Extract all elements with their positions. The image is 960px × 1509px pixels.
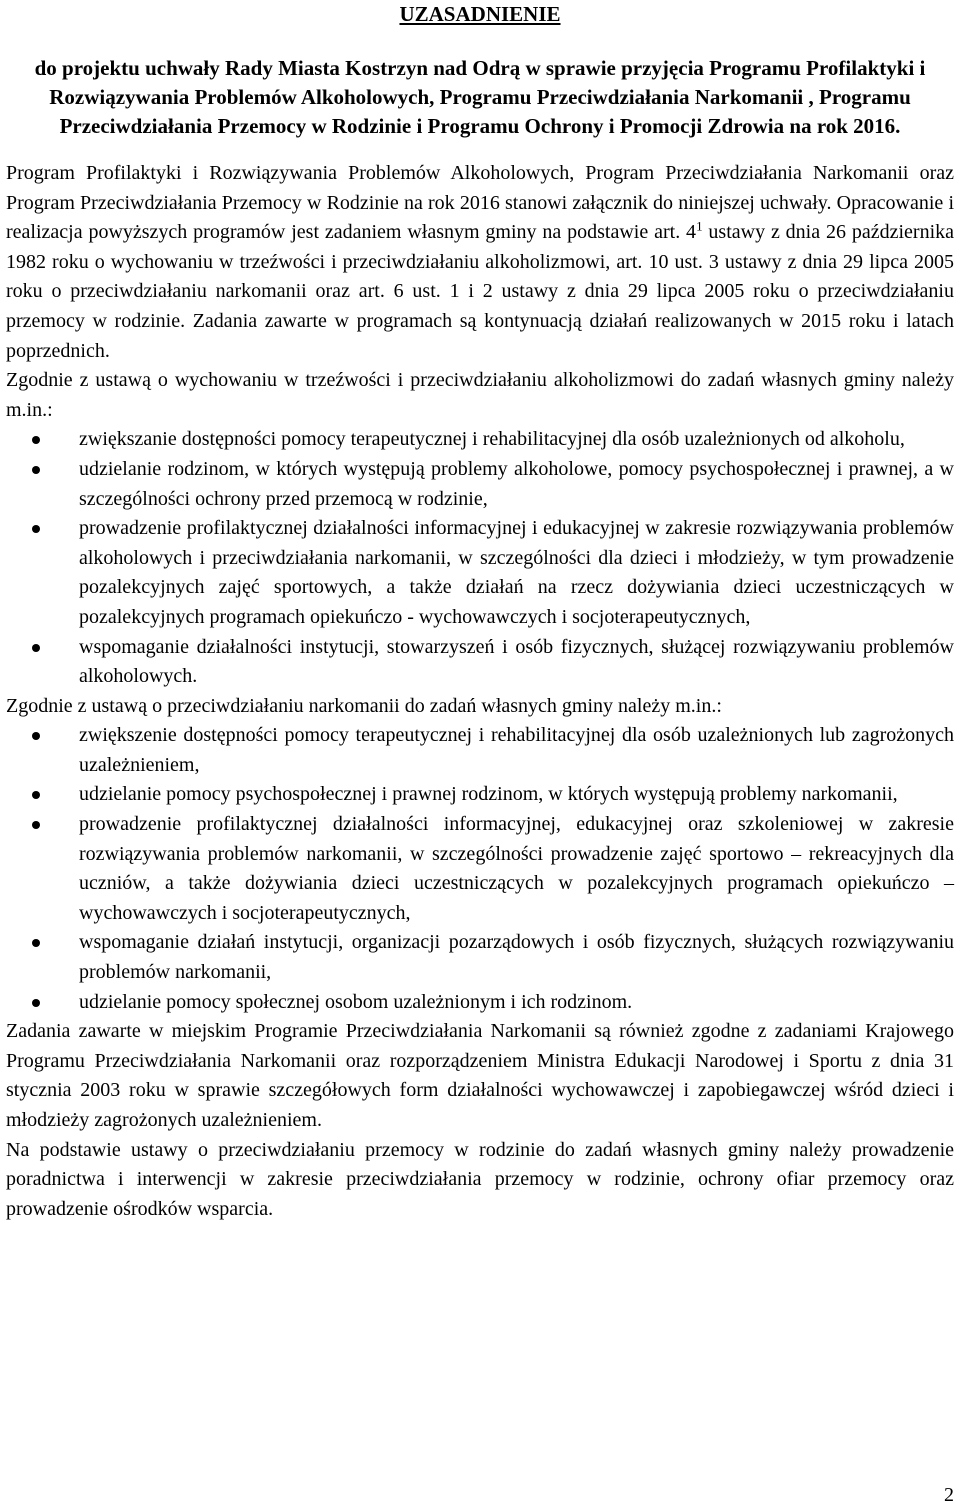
bullet-icon — [32, 999, 40, 1007]
document-subtitle: do projektu uchwały Rady Miasta Kostrzyn nad Odrą w sprawie przyjęcia Programu Profilaktyki i Rozwiązywania Problemów Alkoholowych, Programu Przeciwdziałania Narkomanii , Programu Przeciwdziałania Przemocy w Rodzinie i Programu Ochrony i Promocji Zdrowia na rok 2016. — [34, 56, 926, 138]
list-item — [6, 988, 954, 1018]
bullet-icon — [32, 525, 40, 533]
list-item — [6, 425, 954, 455]
intro-text-2: ustawy z dnia 26 października 1982 roku o wychowaniu w trzeźwości i przeciwdziałaniu alkoholizmowi, art. 10 ust. 3 ustawy z dnia 29 lipca 2005 roku o przeciwdziałaniu narkomanii oraz art. 6 ust. 1 i 2 ustawy z dnia 29 lipca 2005 roku o przeciwdziałaniu przemocy w rodzinie. Zadania zawarte w programach są kontynuacją działań realizowanych w 2015 roku i latach poprzednich. — [6, 221, 954, 362]
list-item-text: udzielanie pomocy psychospołecznej i prawnej rodzinom, w których występują problemy narkomanii, — [79, 783, 898, 806]
bullet-icon — [32, 436, 40, 444]
list-item-text: wspomaganie działań instytucji, organizacji pozarządowych i osób fizycznych, służących rozwiązywaniu problemów narkomanii, — [79, 931, 954, 984]
list-item — [6, 514, 954, 632]
list-item-text: udzielanie rodzinom, w których występują problemy alkoholowe, pomocy psychospołecznej i prawnej, a w szczególności ochrony przed przemocą w rodzinie, — [79, 457, 954, 510]
list-item — [6, 780, 954, 810]
list-item-text: wspomaganie działalności instytucji, stowarzyszeń i osób fizycznych, służącej rozwiązywaniu problemów alkoholowych. — [79, 635, 954, 688]
list-item-text: zwiększenie dostępności pomocy terapeutycznej i rehabilitacyjnej dla osób uzależnionych lub zagrożonych uzależnieniem, — [79, 724, 954, 776]
intro-superscript: 1 — [696, 218, 703, 234]
document-heading: UZASADNIENIE — [399, 2, 561, 26]
bullet-icon — [32, 939, 40, 947]
list-item-text: prowadzenie profilaktycznej działalności informacyjnej i edukacyjnej w zakresie rozwiązywania problemów alkoholowych i przeciwdziałania narkomanii, w szczególności dla dzieci i młodzieży, w tym prowadzenie pozalekcyjnych zajęć sportowych, a także działań na rzecz dożywiania dzieci uczestniczących w pozalekcyjnych programach opiekuńczo - wychowawczych i socjoterapeutycznych, — [79, 517, 954, 628]
list-item — [6, 455, 954, 514]
bullet-icon — [32, 466, 40, 474]
list-item — [6, 633, 954, 692]
drugs-program-paragraph: Zadania zawarte w miejskim Programie Przeciwdziałania Narkomanii są również zgodne z zadaniami Krajowego Programu Przeciwdziałania Narkomanii oraz rozporządzeniem Ministra Edukacji Narodowej i Sportu z dnia 31 stycznia 2003 roku w sprawie szczegółowych form działalności wychowawczej i zapobiegawczej wśród dzieci i młodzieży zagrożonych uzależnieniem. — [6, 1020, 954, 1131]
bullet-icon — [32, 821, 40, 829]
document-page — [6, 0, 954, 1224]
intro-paragraph — [6, 159, 954, 366]
list-item-text: zwiększanie dostępności pomocy terapeutycznej i rehabilitacyjnej dla osób uzależnionych od alkoholu, — [79, 428, 905, 451]
drug-task-list — [6, 721, 954, 1017]
list-item-text: prowadzenie profilaktycznej działalności informacyjnej, edukacyjnej oraz szkoleniowej w zakresie rozwiązywania problemów narkomanii, w szczególności prowadzenie zajęć sportowo – rekreacyjnych dla uczniów, a także dożywiania dzieci uczestniczących w pozalekcyjnych programach opiekuńczo – wychowawczych i socjoterapeutycznych, — [79, 813, 954, 924]
bullet-icon — [32, 644, 40, 652]
list-item — [6, 721, 954, 780]
bullet-icon — [32, 732, 40, 740]
list-item — [6, 928, 954, 987]
list-item-text: udzielanie pomocy społecznej osobom uzależnionym i ich rodzinom. — [79, 990, 633, 1013]
alcohol-task-list — [6, 425, 954, 691]
list-item — [6, 810, 954, 928]
violence-paragraph: Na podstawie ustawy o przeciwdziałaniu przemocy w rodzinie do zadań własnych gminy należy prowadzenie poradnictwa i interwencji w zakresie przeciwdziałania przemocy w rodzinie, ochrony ofiar przemocy oraz prowadzenie ośrodków wsparcia. — [6, 1138, 954, 1220]
alcohol-intro: Zgodnie z ustawą o wychowaniu w trzeźwości i przeciwdziałaniu alkoholizmowi do zadań własnych gminy należy m.in.: — [6, 369, 954, 421]
intro-text-1: Program Profilaktyki i Rozwiązywania Problemów Alkoholowych, Program Przeciwdziałania Narkomanii oraz Program Przeciwdziałania Przemocy w Rodzinie na rok 2016 stanowi załącznik do niniejszej uchwały. Opracowanie i realizacja powyższych programów jest zadaniem własnym gminy na podstawie art. 4 — [6, 162, 954, 244]
drug-intro: Zgodnie z ustawą o przeciwdziałaniu narkomanii do zadań własnych gminy należy m.in.: — [6, 694, 722, 717]
bullet-icon — [32, 791, 40, 799]
page-number: 2 — [944, 1484, 954, 1506]
